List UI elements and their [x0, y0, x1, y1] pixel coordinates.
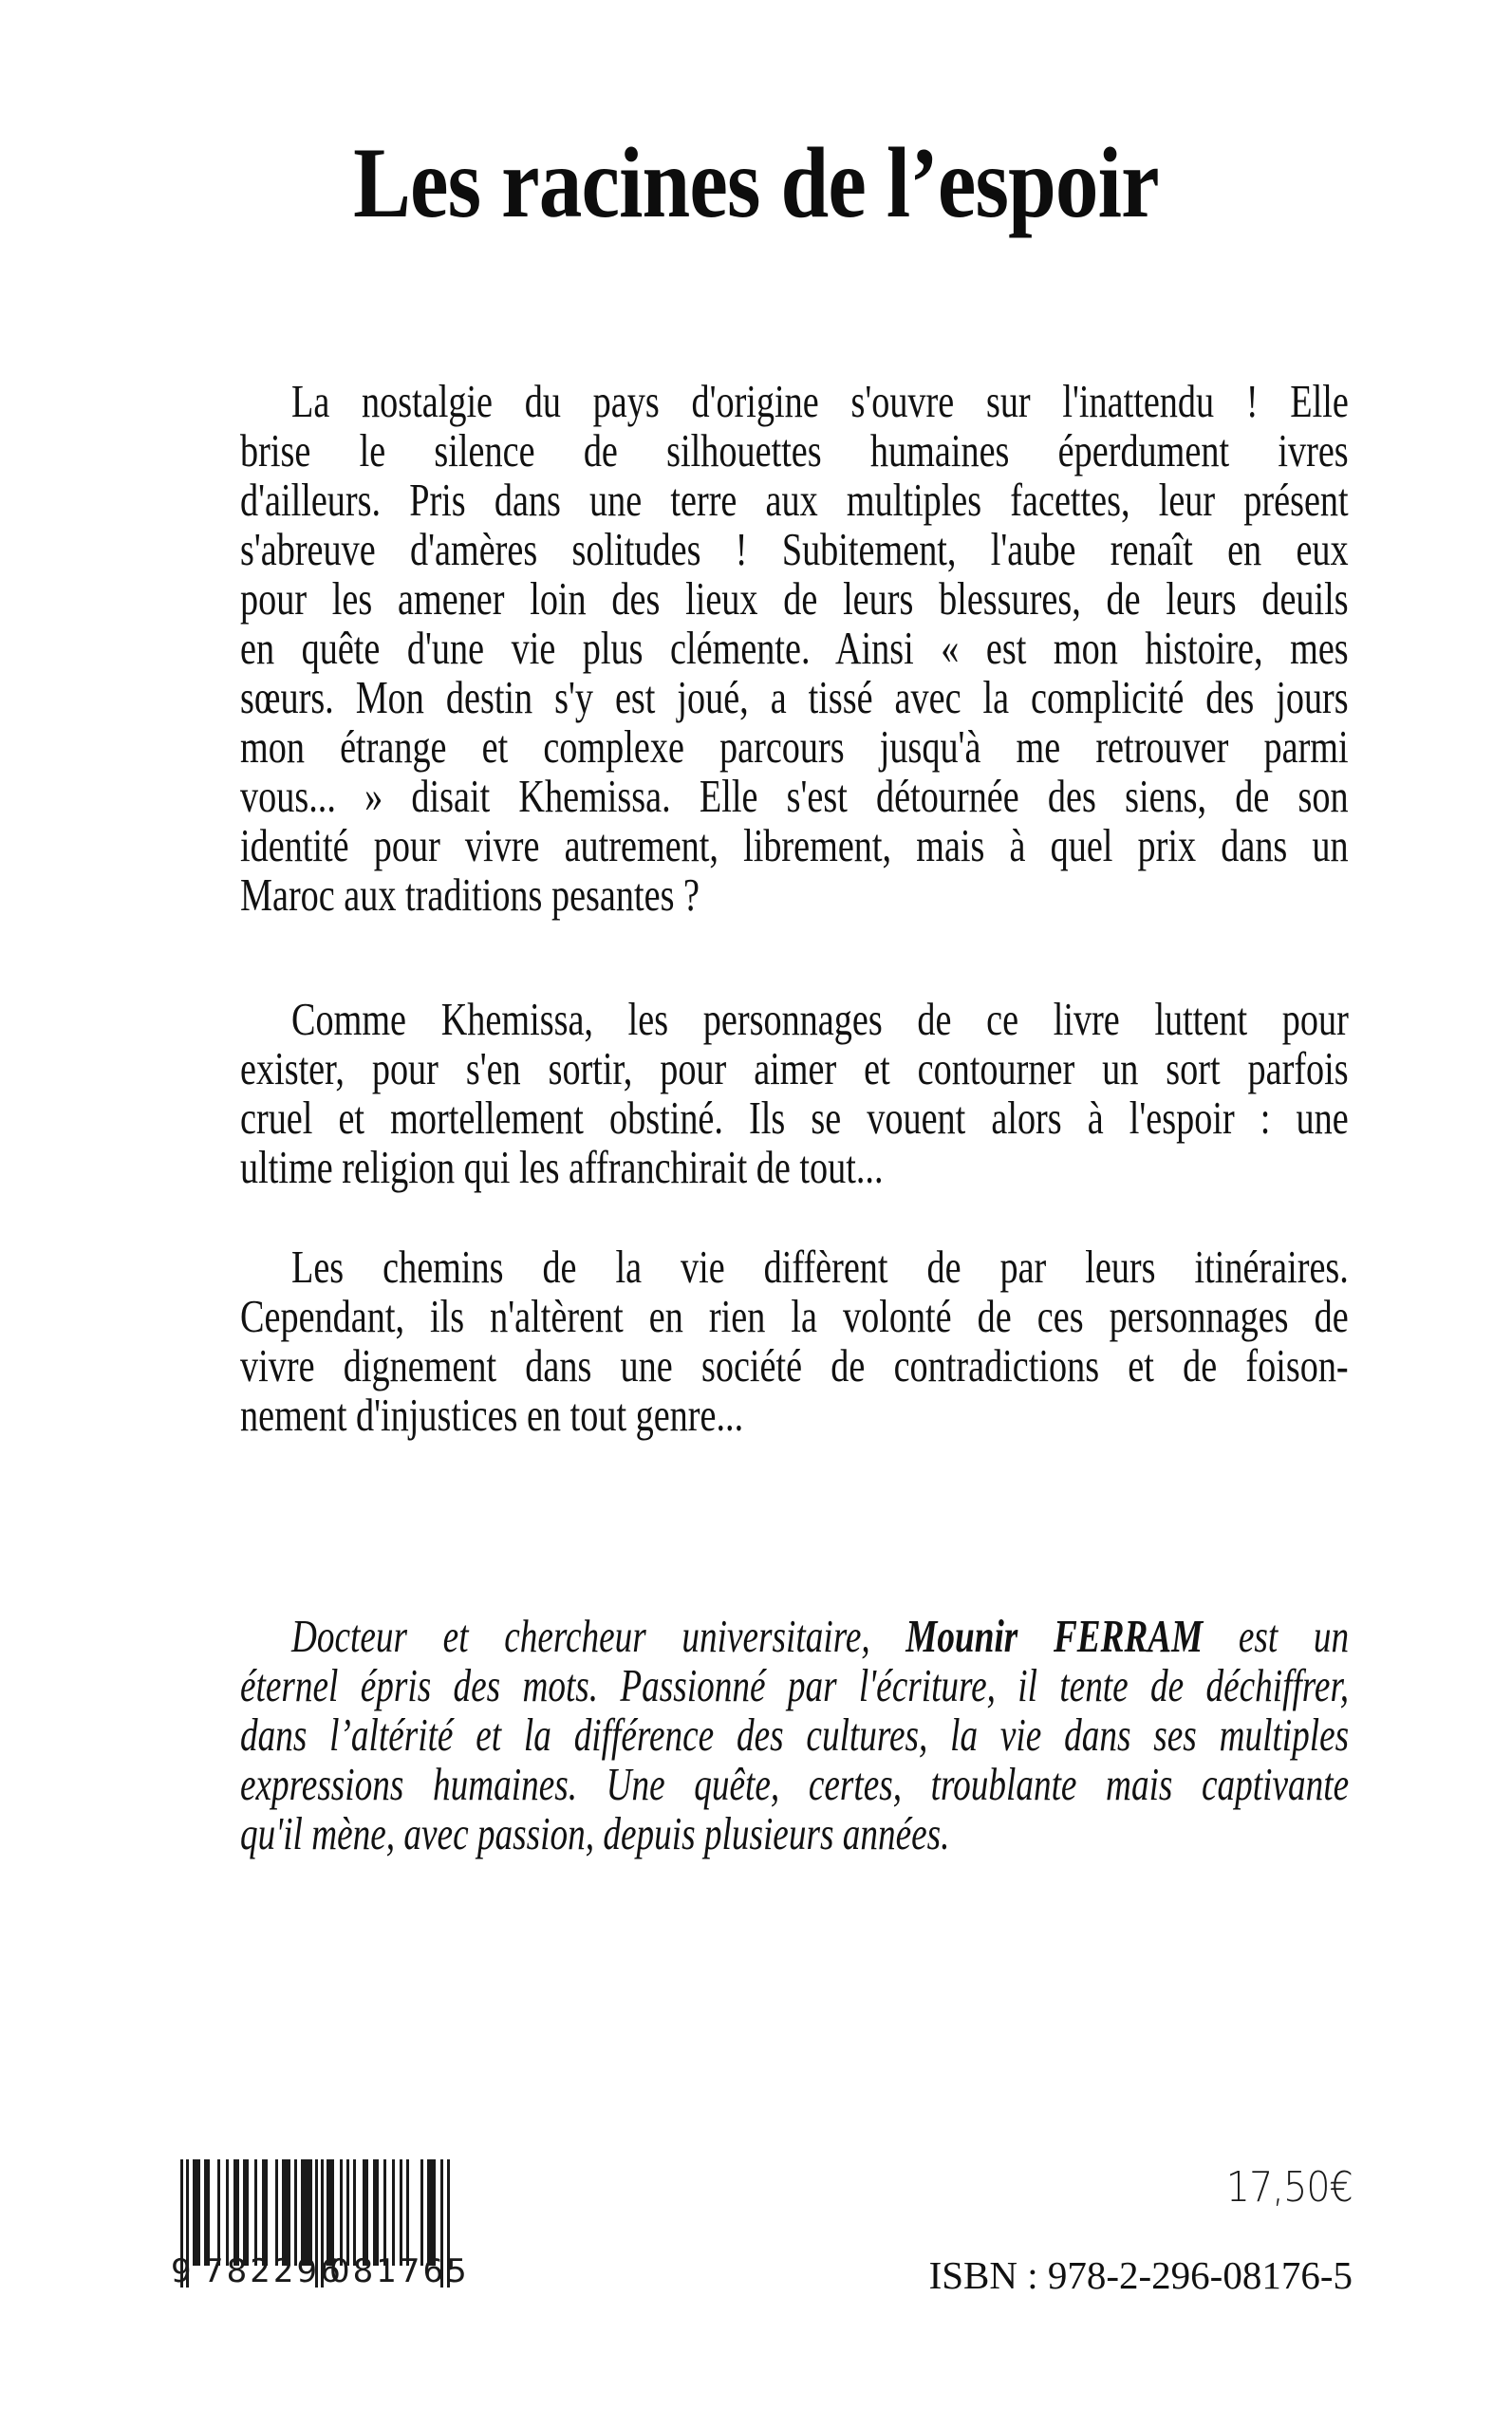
- text-line: exister, pour s'en sortir, pour aimer et contourner un sort parfois: [240, 1042, 1349, 1094]
- text-line: brise le silence de silhouettes humaines éperdument ivres: [240, 424, 1349, 476]
- book-title: Les racines de l’espoir: [353, 127, 1159, 238]
- text-line: nement d'injustices en tout genre...: [240, 1389, 744, 1441]
- synopsis-paragraph-2: [240, 995, 1349, 1192]
- text-line: expressions humaines. Une quête, certes, troublante mais captivante: [240, 1758, 1350, 1810]
- barcode-left-digits: 782296: [203, 2252, 344, 2290]
- synopsis-paragraph-1: [240, 377, 1349, 920]
- text-line: Maroc aux traditions pesantes ?: [240, 868, 700, 921]
- text-line: Les chemins de la vie diffèrent de par leurs itinéraires.: [291, 1241, 1349, 1293]
- text-line: Docteur et chercheur universitaire, Mounir FERRAM est un: [291, 1610, 1350, 1662]
- barcode-lead-digit: 9: [171, 2252, 195, 2290]
- text-line: identité pour vivre autrement, librement, mais à quel prix dans un: [240, 819, 1349, 871]
- text-line: vous... » disait Khemissa. Elle s'est détournée des siens, de son: [240, 770, 1349, 822]
- text-line: cruel et mortellement obstiné. Ils se vouent alors à l'espoir : une: [240, 1092, 1349, 1144]
- text-line: ultime religion qui les affranchirait de tout...: [240, 1141, 884, 1193]
- text-line: mon étrange et complexe parcours jusqu'à me retrouver parmi: [240, 720, 1349, 773]
- text-line: Comme Khemissa, les personnages de ce livre luttent pour: [291, 993, 1349, 1045]
- text-line: pour les amener loin des lieux de leurs blessures, de leurs deuils: [240, 572, 1349, 625]
- text-line: éternel épris des mots. Passionné par l'écriture, il tente de déchiffrer,: [240, 1659, 1350, 1711]
- barcode-right-digits: 081765: [329, 2252, 470, 2290]
- price-label: 17,50€: [1225, 2163, 1353, 2212]
- synopsis-paragraph-3: [240, 1242, 1349, 1440]
- text-line: s'abreuve d'amères solitudes ! Subitement, l'aube renaît en eux: [240, 523, 1349, 575]
- text-line: dans l’altérité et la différence des cultures, la vie dans ses multiples: [240, 1709, 1350, 1761]
- author-name: Mounir FERRAM: [905, 1610, 1204, 1662]
- text-line: d'ailleurs. Pris dans une terre aux multiples facettes, leur présent: [240, 474, 1349, 526]
- barcode: [171, 2157, 470, 2294]
- author-bio: [240, 1612, 1349, 1858]
- isbn-label: ISBN : 978-2-296-08176-5: [928, 2253, 1353, 2297]
- text-line: La nostalgie du pays d'origine s'ouvre sur l'inattendu ! Elle: [291, 375, 1349, 427]
- text-line: qu'il mène, avec passion, depuis plusieurs années.: [240, 1807, 950, 1859]
- text-line: vivre dignement dans une société de contradictions et de foison-: [240, 1339, 1349, 1391]
- text-line: Cependant, ils n'altèrent en rien la volonté de ces personnages de: [240, 1290, 1349, 1342]
- text-line: en quête d'une vie plus clémente. Ainsi « est mon histoire, mes: [240, 622, 1349, 674]
- text-line: sœurs. Mon destin s'y est joué, a tissé avec la complicité des jours: [240, 671, 1349, 723]
